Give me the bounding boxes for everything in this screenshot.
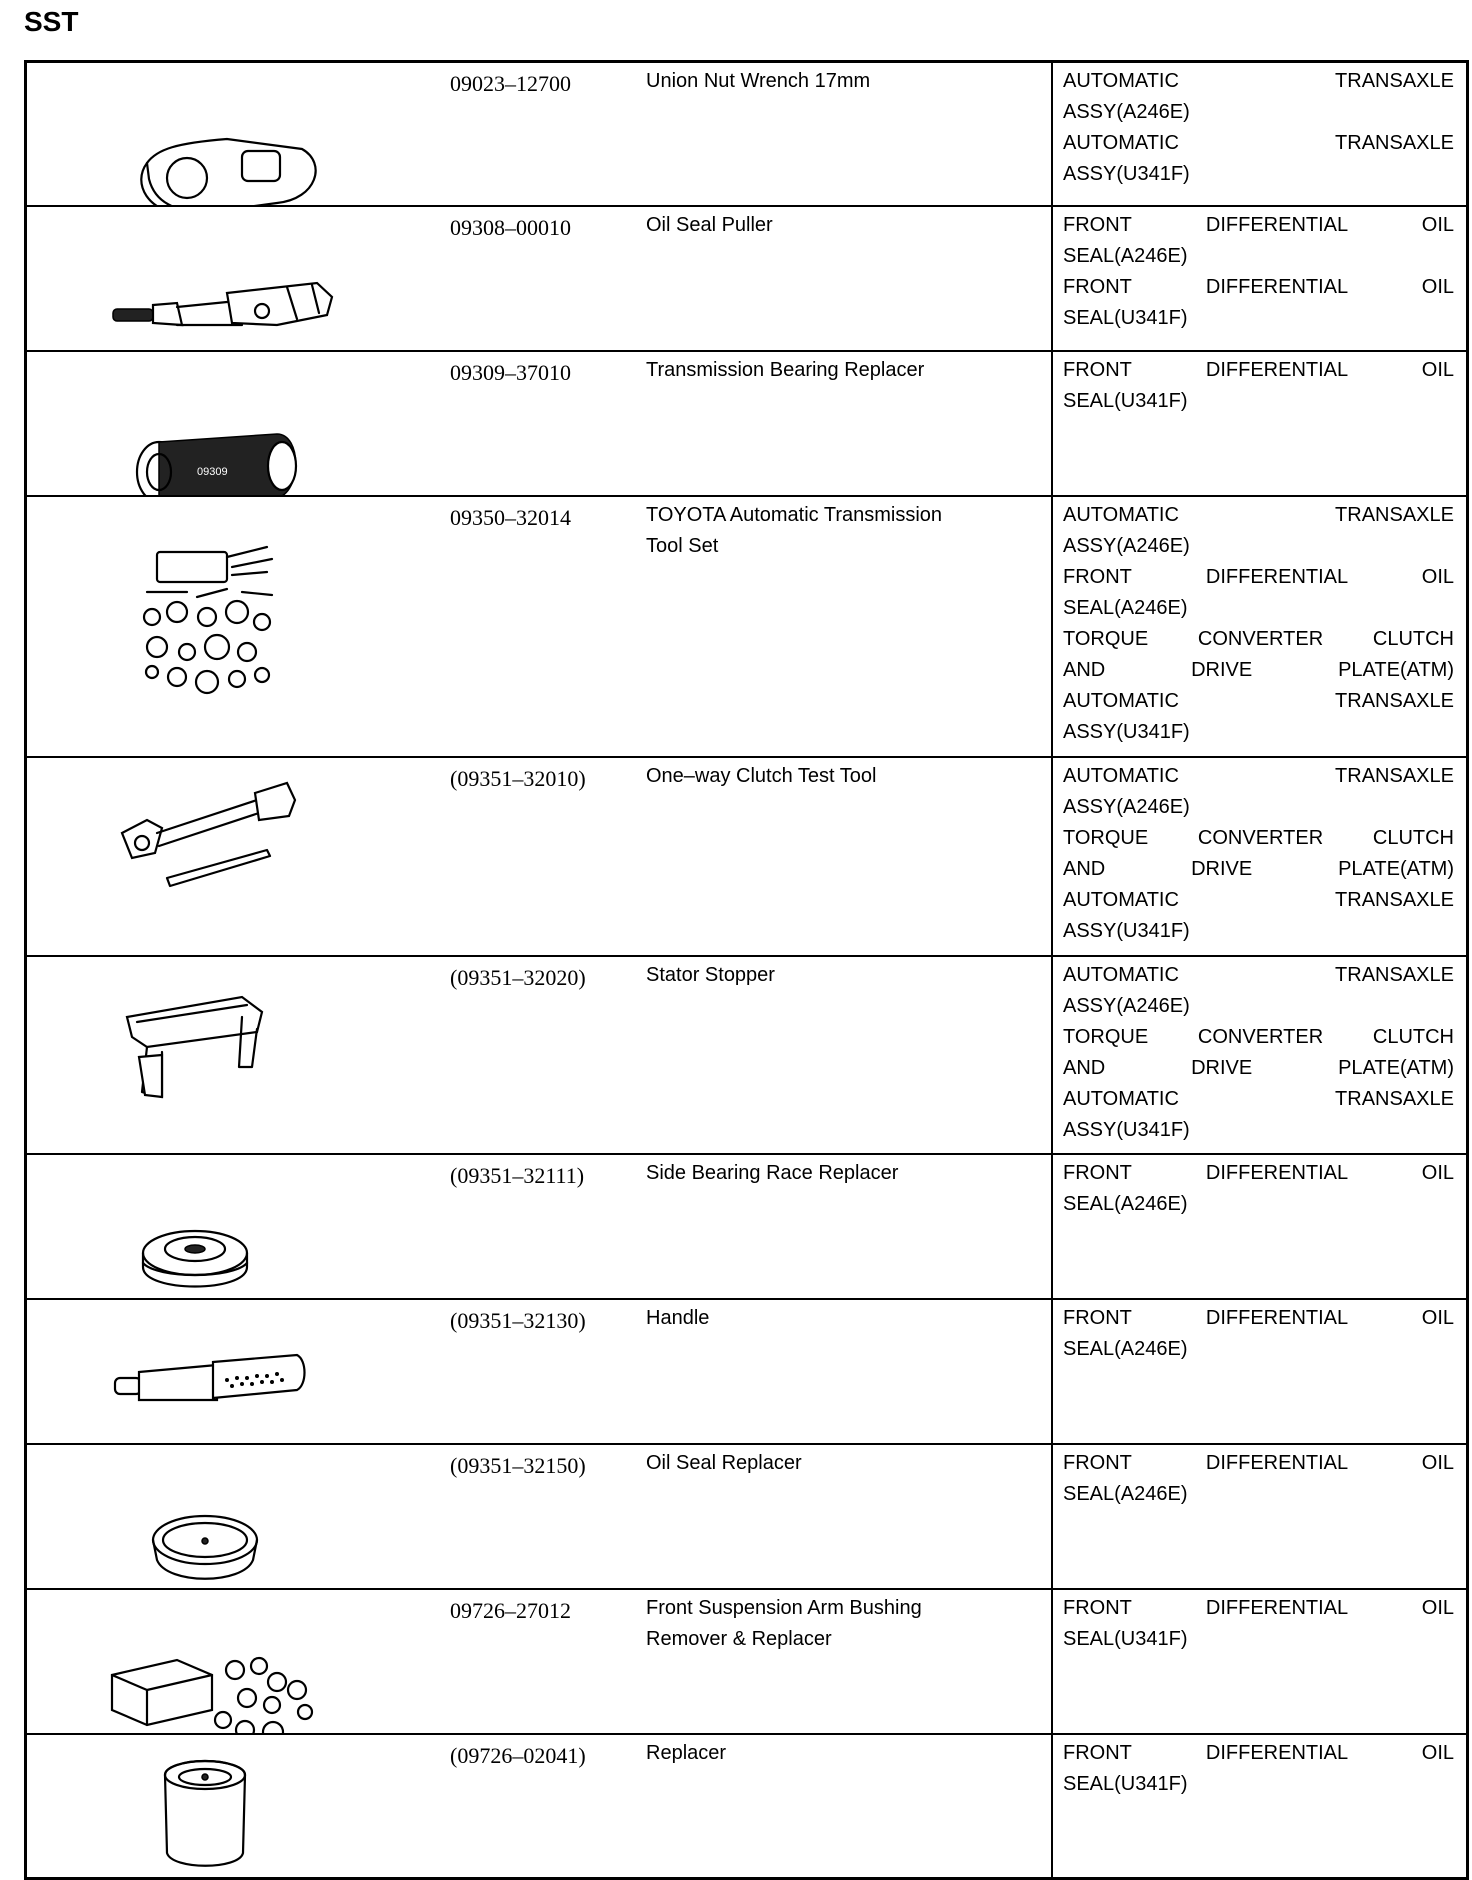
tool-name [622,63,1051,97]
usage-line: SEAL(A246E) [1063,1483,1188,1505]
usage-list [1053,1300,1466,1365]
tool-illustration-cell [26,1589,443,1734]
usage-line: AUTOMATIC TRANSAXLE [1063,70,1454,92]
tool-name-line: Oil Seal Puller [646,214,773,236]
tool-illustration-cell [26,1154,443,1299]
tool-name [622,758,1051,792]
table-row [26,1589,1468,1734]
tool-name [622,1300,1051,1334]
union-nut-wrench-icon [27,63,442,205]
race-replacer-icon [27,1155,442,1298]
usage-list [1053,207,1466,334]
usage-line: SEAL(U341F) [1063,390,1188,412]
sst-table [24,60,1469,1880]
table-row [26,1734,1468,1879]
part-number: (09726–02041) [450,1743,586,1768]
usage-line: ASSY(A246E) [1063,535,1190,557]
tool-illustration-cell [26,1734,443,1879]
tool-illustration-cell [26,206,443,351]
tool-set-icon [27,497,442,756]
usage-line: ASSY(U341F) [1063,920,1190,942]
tool-illustration-cell [26,496,443,757]
usage-line: FRONT DIFFERENTIAL OIL [1063,1307,1454,1329]
tool-name-line: One–way Clutch Test Tool [646,765,877,787]
part-number: 09023–12700 [450,71,571,96]
usage-line: FRONT DIFFERENTIAL OIL [1063,214,1454,236]
usage-list [1053,352,1466,417]
tool-illustration-cell [26,62,443,207]
table-row [26,351,1468,496]
usage-line: SEAL(U341F) [1063,1773,1188,1795]
tool-name-line: Handle [646,1307,710,1329]
usage-list [1053,1445,1466,1510]
usage-line: FRONT DIFFERENTIAL OIL [1063,566,1454,588]
tool-name-line: Tool Set [646,535,719,557]
part-number: 09309–37010 [450,360,571,385]
bushing-tool-set-icon [27,1590,442,1733]
part-number: (09351–32111) [450,1163,585,1188]
table-row [26,1444,1468,1589]
usage-line: AUTOMATIC TRANSAXLE [1063,964,1454,986]
usage-line: ASSY(A246E) [1063,796,1190,818]
table-row [26,757,1468,956]
tool-name [622,207,1051,241]
tool-name-line: Transmission Bearing Replacer [646,359,925,381]
usage-line: ASSY(U341F) [1063,721,1190,743]
stator-stopper-icon [27,957,442,1153]
tool-name [622,1445,1051,1479]
usage-line: TORQUE CONVERTER CLUTCH [1063,628,1454,650]
usage-line: FRONT DIFFERENTIAL OIL [1063,1162,1454,1184]
part-number: (09351–32010) [450,766,586,791]
tool-name-line: Front Suspension Arm Bushing [646,1597,922,1619]
usage-line: SEAL(U341F) [1063,1628,1188,1650]
bearing-replacer-icon [27,352,442,495]
usage-line: ASSY(U341F) [1063,1119,1190,1141]
clutch-test-tool-icon [27,758,442,955]
usage-line: AND DRIVE PLATE(ATM) [1063,1057,1454,1079]
part-number: 09308–00010 [450,215,571,240]
tool-name-line: Union Nut Wrench 17mm [646,70,871,92]
usage-line: AND DRIVE PLATE(ATM) [1063,858,1454,880]
oil-seal-replacer-icon [27,1445,442,1588]
table-row [26,206,1468,351]
replacer-cup-icon [27,1735,442,1877]
usage-list [1053,497,1466,748]
tool-name-line: Remover & Replacer [646,1628,832,1650]
usage-line: SEAL(U341F) [1063,307,1188,329]
part-number: (09351–32150) [450,1453,586,1478]
tool-illustration-cell [26,1299,443,1444]
usage-list [1053,63,1466,190]
usage-line: AUTOMATIC TRANSAXLE [1063,132,1454,154]
usage-line: AUTOMATIC TRANSAXLE [1063,690,1454,712]
tool-name [622,1590,1051,1655]
tool-illustration-cell [26,1444,443,1589]
usage-line: TORQUE CONVERTER CLUTCH [1063,827,1454,849]
tool-illustration-cell [26,757,443,956]
table-row [26,496,1468,757]
usage-line: AUTOMATIC TRANSAXLE [1063,504,1454,526]
table-row [26,956,1468,1154]
tool-name [622,1735,1051,1769]
tool-illustration-cell [26,351,443,496]
usage-list [1053,957,1466,1146]
usage-line: SEAL(A246E) [1063,245,1188,267]
usage-line: FRONT DIFFERENTIAL OIL [1063,359,1454,381]
svg-text:09309: 09309 [197,466,228,478]
part-number: (09351–32130) [450,1308,586,1333]
usage-line: FRONT DIFFERENTIAL OIL [1063,1742,1454,1764]
tool-name-line: Oil Seal Replacer [646,1452,802,1474]
handle-icon [27,1300,442,1443]
usage-line: FRONT DIFFERENTIAL OIL [1063,276,1454,298]
tool-name [622,352,1051,386]
usage-line: AUTOMATIC TRANSAXLE [1063,765,1454,787]
usage-line: SEAL(A246E) [1063,1193,1188,1215]
usage-line: FRONT DIFFERENTIAL OIL [1063,1597,1454,1619]
table-row [26,62,1468,207]
usage-list [1053,1590,1466,1655]
tool-name-line: Replacer [646,1742,727,1764]
tool-name [622,497,1051,562]
usage-line: AUTOMATIC TRANSAXLE [1063,889,1454,911]
table-row [26,1154,1468,1299]
table-row [26,1299,1468,1444]
part-number: 09350–32014 [450,505,571,530]
tool-name [622,1155,1051,1189]
usage-line: ASSY(A246E) [1063,101,1190,123]
usage-line: TORQUE CONVERTER CLUTCH [1063,1026,1454,1048]
usage-list [1053,1155,1466,1220]
usage-line: SEAL(A246E) [1063,1338,1188,1360]
usage-list [1053,758,1466,947]
tool-name-line: TOYOTA Automatic Transmission [646,504,943,526]
usage-list [1053,1735,1466,1800]
usage-line: FRONT DIFFERENTIAL OIL [1063,1452,1454,1474]
usage-line: ASSY(A246E) [1063,995,1190,1017]
tool-name-line: Stator Stopper [646,964,775,986]
usage-line: AUTOMATIC TRANSAXLE [1063,1088,1454,1110]
part-number: (09351–32020) [450,965,586,990]
usage-line: ASSY(U341F) [1063,163,1190,185]
tool-name-line: Side Bearing Race Replacer [646,1162,899,1184]
usage-line: AND DRIVE PLATE(ATM) [1063,659,1454,681]
tool-name [622,957,1051,991]
usage-line: SEAL(A246E) [1063,597,1188,619]
page-title: SST [24,6,79,37]
part-number: 09726–27012 [450,1598,571,1623]
tool-illustration-cell [26,956,443,1154]
oil-seal-puller-icon [27,207,442,350]
